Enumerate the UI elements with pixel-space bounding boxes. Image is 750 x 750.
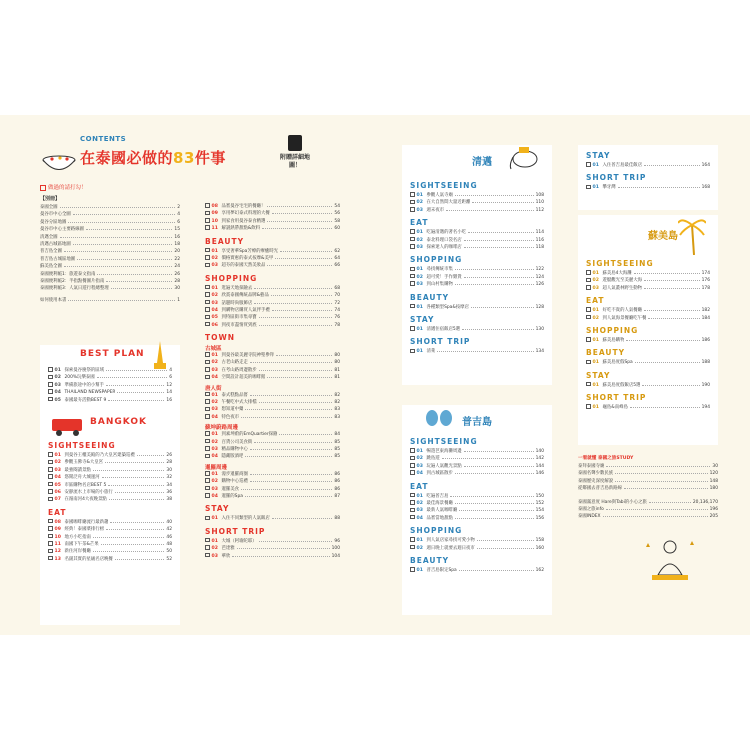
checkbox[interactable] <box>48 397 53 402</box>
list-item[interactable]: 03 探索迷人的咖啡店 118 <box>410 244 544 251</box>
section-title: BEAUTY <box>410 555 450 565</box>
section-title: SHORT TRIP <box>586 393 647 403</box>
checkbox[interactable] <box>410 237 415 242</box>
samui-title: 蘇美島 <box>648 231 678 242</box>
checkbox[interactable] <box>205 352 210 357</box>
checkbox[interactable] <box>205 225 210 230</box>
section-title: SHOPPING <box>410 255 463 265</box>
list-item[interactable]: 09 享用夢幻泰式料理的大餐 56 <box>205 210 340 217</box>
list-item[interactable]: 08 品嘗曼谷宅宅的餐廳！ 54 <box>205 203 340 210</box>
checkbox[interactable] <box>205 538 210 543</box>
list-item[interactable]: 01 吃遍普吉島 150 <box>410 493 544 500</box>
checkbox[interactable] <box>586 404 591 409</box>
checkbox[interactable] <box>410 500 415 505</box>
list-item[interactable]: 03 在考山路周邊散步 81 <box>205 367 340 374</box>
list-item[interactable]: 01 泰式糕點品嘗 82 <box>205 392 340 399</box>
checkbox[interactable] <box>205 300 210 305</box>
list-item[interactable]: 06 安靜流水上市場的小旅行 36 <box>48 489 172 496</box>
list-item[interactable]: 10 到家食用曼谷泰食精選 58 <box>205 218 340 225</box>
list-item[interactable]: 01 清萊 134 <box>410 348 544 355</box>
checkbox[interactable] <box>48 497 53 502</box>
checkbox[interactable] <box>48 526 53 531</box>
list-item[interactable]: 泰國之旅info 196 <box>578 506 718 512</box>
section-title: BEAUTY <box>410 292 450 302</box>
list-item[interactable]: 曼谷市中心主要路線圖 15 <box>40 227 180 233</box>
list-item[interactable]: 02 百貨公司美食街 85 <box>205 439 340 446</box>
section-title: EAT <box>410 481 429 491</box>
howto-row[interactable]: 如何使用本書 1 <box>40 297 180 303</box>
list-item[interactable]: 從鄰國去普吉島新路線 180 <box>578 486 718 492</box>
list-item[interactable]: 05 泰國最夯活動BEST 9 16 <box>48 397 172 404</box>
checkbox[interactable] <box>410 281 415 286</box>
checkbox[interactable] <box>586 270 591 275</box>
list-item[interactable]: 11 南國下午茶&芒果 48 <box>48 541 172 548</box>
checkbox[interactable] <box>586 315 591 320</box>
checkbox[interactable] <box>48 367 53 372</box>
section-title: TOWN <box>205 333 236 343</box>
checkbox[interactable] <box>410 207 415 212</box>
checkbox[interactable] <box>48 382 53 387</box>
checkbox[interactable] <box>205 315 210 320</box>
list-item[interactable]: 03 最強閱讀景點 30 <box>48 467 172 474</box>
section-title: STAY <box>410 314 435 324</box>
list-item[interactable]: 01 暢遊芭東海灘周邊 140 <box>410 448 544 455</box>
list-item[interactable]: 03 華欣 104 <box>205 553 340 560</box>
list-item[interactable]: 普吉島全圖 20 <box>40 249 180 255</box>
bangkok-banner <box>50 413 170 433</box>
list-item[interactable]: 03 最新人氣咖啡廳 154 <box>410 507 544 514</box>
elephant-icon <box>507 145 541 175</box>
appendix-list: 【別冊】 泰國全圖 2 曼谷市中心全圖 4 曼谷分區地圖 6 曼谷市中心主要路線圖 15 清邁全圖 16 清邁古城區地圖 18 普吉島全圖 20 普吉島古城區地圖 22 蘇美島全圖 24 泰國便利帳1：旅遊泰文指南 26 泰國便利帳2：半指點餐圖片指南 28 泰國便利帳3：人氣日遊行程總整理 30 如何使用本書 1 <box>40 196 180 303</box>
section-title: SHOPPING <box>410 526 463 536</box>
list-item[interactable]: 04 品嘗當地甜點 156 <box>410 515 544 522</box>
list-item[interactable]: 普吉島古城區地圖 22 <box>40 256 180 262</box>
list-item[interactable]: 01 入住不同類型的人氣飯店 88 <box>205 515 340 522</box>
checkbox[interactable] <box>205 414 210 419</box>
checkbox[interactable] <box>586 360 591 365</box>
list-item[interactable]: 泰國INDEX 205 <box>578 514 718 520</box>
checkbox[interactable] <box>410 267 415 272</box>
list-item[interactable]: 01 到人氣店家尋找可愛小物 158 <box>410 537 544 544</box>
checkbox[interactable] <box>48 541 53 546</box>
book-spread <box>0 115 750 635</box>
list-item[interactable]: 01 各種類型Spa&按摩店 128 <box>410 304 544 311</box>
checkbox[interactable] <box>48 534 53 539</box>
list-item[interactable]: 泰國便利帳1：旅遊泰文指南 26 <box>40 271 180 277</box>
list-item[interactable]: 03 話題時尚服飾店 72 <box>205 300 340 307</box>
list-item[interactable]: 02 泰北料理口袋名店 116 <box>410 237 544 244</box>
checkbox[interactable] <box>205 516 210 521</box>
list-item[interactable]: 03 超人氣叢林野生動物 178 <box>586 285 710 292</box>
checkbox[interactable] <box>48 389 53 394</box>
list-item[interactable]: 02 在大自然間大量近距離 110 <box>410 199 544 206</box>
list-item[interactable]: 01 逛遍天地探險去 68 <box>205 285 340 292</box>
bowl-icon <box>40 153 78 179</box>
checkbox[interactable] <box>205 211 210 216</box>
checkbox[interactable] <box>48 375 53 380</box>
list-item[interactable]: 04 THAILAND NEWSPAPER 14 <box>48 389 172 396</box>
checkbox[interactable] <box>205 203 210 208</box>
buddha-illustration <box>640 535 700 589</box>
section-title: STAY <box>205 504 230 514</box>
section-title: SIGHTSEEING <box>48 441 116 450</box>
list-item[interactable]: 01 享受奢華Spa芳療的療癒時光 62 <box>205 248 340 255</box>
phuket-panel <box>402 405 552 615</box>
checkbox[interactable] <box>48 519 53 524</box>
checkbox[interactable] <box>48 489 53 494</box>
list-item[interactable]: 05 到特區街市集尋寶 76 <box>205 314 340 321</box>
checkbox[interactable] <box>410 326 415 331</box>
checkbox[interactable] <box>48 460 53 465</box>
list-item[interactable]: 03 準備旅途中的小幫手 12 <box>48 382 172 389</box>
checkbox[interactable] <box>410 470 415 475</box>
checkbox[interactable] <box>205 439 210 444</box>
list-item[interactable]: 04 到購物店購買人氣伴手禮 74 <box>205 307 340 314</box>
chiangmai-title: 清邁 <box>472 157 492 168</box>
list-item[interactable]: 01 普吉島限定Spa 162 <box>410 567 544 574</box>
list-item[interactable]: 03 玩遍人氣觀光景點 144 <box>410 463 544 470</box>
section-title: EAT <box>48 507 67 517</box>
list-item[interactable]: 05 市區購物名店BEST 5 34 <box>48 482 172 489</box>
checkbox[interactable] <box>48 482 53 487</box>
list-item[interactable]: 03 想知道中藥 83 <box>205 406 340 413</box>
checkbox[interactable] <box>205 292 210 297</box>
checkbox[interactable] <box>410 463 415 468</box>
checkbox[interactable] <box>48 549 53 554</box>
list-item[interactable]: 01 到曼谷王權美殿的乃大皇宮建築巡禮 26 <box>48 452 172 459</box>
phuket-continued <box>578 145 718 210</box>
list-item[interactable]: 07 在湄南河4大夜晚景點 38 <box>48 496 172 503</box>
list-item[interactable]: 02 遊艇觀光至美麗大海 176 <box>586 277 710 284</box>
checkbox[interactable] <box>410 349 415 354</box>
bangkok-continued <box>205 203 340 560</box>
list-item[interactable]: 04 到古城區散步 146 <box>410 470 544 477</box>
map-book-icon <box>288 135 302 151</box>
chiangmai-panel <box>402 145 552 385</box>
list-item[interactable]: 泰國便利帳3：人氣日遊行程總整理 30 <box>40 286 180 292</box>
checkbox[interactable] <box>48 556 53 561</box>
list-item[interactable]: 04 隱藏版酒吧 85 <box>205 453 340 460</box>
checkbox[interactable] <box>205 493 210 498</box>
checkbox[interactable] <box>205 486 210 491</box>
list-item[interactable]: 09 經典！泰國菜排行榜 42 <box>48 526 172 533</box>
list-item[interactable]: 08 泰國咖啡廳流行最新趨 40 <box>48 519 172 526</box>
sub-section-title: 蘇坤蔚路周邊 <box>205 425 239 432</box>
list-item[interactable]: 01 蘇美島度假飯店5選 190 <box>586 382 710 389</box>
checkbox[interactable] <box>205 446 210 451</box>
checkbox[interactable] <box>586 185 591 190</box>
bangkok-title: BANGKOK <box>90 417 147 427</box>
checkbox[interactable] <box>205 553 210 558</box>
contents-header <box>40 135 226 190</box>
checkbox[interactable] <box>205 392 210 397</box>
list-item[interactable]: 02 古老山路走走 80 <box>205 359 340 366</box>
list-item[interactable]: 01 攀牙灣 168 <box>586 184 710 191</box>
list-item[interactable]: 清邁全圖 16 <box>40 234 180 240</box>
list-item[interactable]: 11 解謎熱帶甜點&飲料 60 <box>205 225 340 232</box>
checkbox[interactable] <box>410 192 415 197</box>
list-item[interactable]: 01 蘇美島度假Spa 188 <box>586 359 710 366</box>
list-item[interactable]: 01 好吃不貴的人氣餐廳 182 <box>586 307 710 314</box>
list-item[interactable]: 01 蘇美島購物 186 <box>586 337 710 344</box>
list-item[interactable]: 01 到素坤蔚的EmQuartier探險 84 <box>205 431 340 438</box>
list-item[interactable]: 01 參觀人氣寺廟 108 <box>410 192 544 199</box>
list-item[interactable]: 02 跳島遊 142 <box>410 455 544 462</box>
phuket-title: 普吉島 <box>462 417 492 428</box>
section-title: EAT <box>410 218 429 228</box>
list-item[interactable]: 02 週日晚上就要去週日夜市 160 <box>410 545 544 552</box>
list-item[interactable]: 04 暹羅的Spa 87 <box>205 493 340 500</box>
checkbox[interactable] <box>205 248 210 253</box>
checkbox[interactable] <box>205 431 210 436</box>
list-item[interactable]: 泰國全圖 2 <box>40 205 180 210</box>
section-title: EAT <box>586 296 605 306</box>
section-title: SHOPPING <box>586 325 639 335</box>
list-item[interactable]: 02 到人氣海景餐廳吃午餐 184 <box>586 315 710 322</box>
list-item[interactable]: 01 清邁住宿飯店5選 130 <box>410 326 544 333</box>
checkbox[interactable] <box>586 307 591 312</box>
list-item[interactable]: 02 芭達雅 100 <box>205 545 340 552</box>
checklist-note: 做過的請打勾！ <box>40 183 87 191</box>
list-item[interactable]: 蘇美島全圖 24 <box>40 264 180 270</box>
list-item[interactable]: 02 欣賞泰國傳統品牌&藝品 70 <box>205 292 340 299</box>
list-item[interactable]: 02 午餐吃中式大排檔 82 <box>205 399 340 406</box>
checkbox[interactable] <box>410 304 415 309</box>
checkbox[interactable] <box>205 255 210 260</box>
checkbox[interactable] <box>205 218 210 223</box>
list-item[interactable]: 01 探索曼谷慶祭的區域 4 <box>48 367 172 374</box>
list-item[interactable]: 01 到曼谷最美麗寺院神聖參拜 80 <box>205 352 340 359</box>
list-item[interactable]: 01 吃遍清邁的著名小吃 114 <box>410 229 544 236</box>
list-item[interactable]: 02 購物中心巡禮 86 <box>205 478 340 485</box>
sub-section-title: 唐人街 <box>205 385 222 392</box>
list-item[interactable]: 01 大城（阿瑜陀耶） 96 <box>205 538 340 545</box>
section-title: SHOPPING <box>205 273 258 283</box>
checkbox[interactable] <box>410 456 415 461</box>
checkbox[interactable] <box>205 360 210 365</box>
list-item[interactable]: 泰國便利帳2：半指點餐圖片指南 28 <box>40 278 180 284</box>
checkbox[interactable] <box>205 367 210 372</box>
list-item[interactable]: 03 週末夜市 112 <box>410 207 544 214</box>
section-title: SIGHTSEEING <box>410 437 478 446</box>
list-item[interactable]: 02 價格實惠的泰式按摩&美甲 64 <box>205 255 340 262</box>
checkbox[interactable] <box>205 454 210 459</box>
checkbox[interactable] <box>586 278 591 283</box>
list-item[interactable]: 02 200%玩樂泰國 6 <box>48 374 172 381</box>
list-item[interactable]: 01 漫步暹羅商圈 86 <box>205 471 340 478</box>
checkbox[interactable] <box>48 452 53 457</box>
list-item[interactable]: 03 暹羅美食 86 <box>205 486 340 493</box>
checkbox[interactable] <box>410 537 415 542</box>
best-plan-title: BEST PLAN <box>80 349 145 359</box>
checkbox[interactable] <box>48 467 53 472</box>
checkbox[interactable] <box>410 200 415 205</box>
samui-panel <box>578 215 718 445</box>
checkbox[interactable] <box>410 567 415 572</box>
map-note: 附贈詳細地圖！ <box>275 135 315 170</box>
list-item[interactable]: 02 超可愛！手作雜貨 124 <box>410 274 544 281</box>
section-title: SHORT TRIP <box>410 337 471 347</box>
list-item[interactable]: 03 精品購物中心 85 <box>205 446 340 453</box>
list-item[interactable]: 01 入住普吉島最佳飯店 164 <box>586 162 710 169</box>
list-item[interactable]: 泰國滿意度 Hare與Tabi的小心之旅 20,136,170 <box>578 499 718 505</box>
list-item[interactable]: 泰國名聲少數民族 120 <box>578 471 718 477</box>
section-title: STAY <box>586 151 611 160</box>
list-item[interactable]: 04 特色夜市 83 <box>205 414 340 421</box>
list-item[interactable]: 12 新住河岸餐廳 50 <box>48 548 172 555</box>
checkbox[interactable] <box>205 307 210 312</box>
checkbox[interactable] <box>410 493 415 498</box>
list-item[interactable]: 02 參觀玉佛寺&大皇宮 28 <box>48 459 172 466</box>
checkbox[interactable] <box>205 545 210 550</box>
sandals-icon <box>424 409 454 431</box>
list-item[interactable]: 03 到山村集購物 126 <box>410 281 544 288</box>
list-item[interactable]: 清邁古城區地圖 18 <box>40 241 180 247</box>
list-item[interactable]: 03 超夯的泰國天然美妝品 66 <box>205 262 340 269</box>
checkbox[interactable] <box>586 162 591 167</box>
section-title: BEAUTY <box>205 236 245 246</box>
list-item[interactable]: 04 悠閒泛舟大城運河 32 <box>48 474 172 481</box>
checkbox[interactable] <box>205 375 210 380</box>
checkbox[interactable] <box>205 478 210 483</box>
list-item[interactable]: 01 尋找傳統市集 122 <box>410 266 544 273</box>
checkbox[interactable] <box>410 508 415 513</box>
sub-section-title: 暹羅周邊 <box>205 464 228 471</box>
checkbox[interactable] <box>410 229 415 234</box>
palm-tree-icon <box>678 215 706 259</box>
checkbox[interactable] <box>410 515 415 520</box>
contents-label: CONTENTS <box>80 135 127 143</box>
list-item[interactable]: 13 名副其實的星級名店晚餐 52 <box>48 556 172 563</box>
list-item[interactable]: 01 龜島&南峰島 194 <box>586 404 710 411</box>
checkbox[interactable] <box>205 399 210 404</box>
list-item[interactable]: 02 最佳海景餐廳 152 <box>410 500 544 507</box>
list-item[interactable]: 04 空間設計超美的咖啡館 81 <box>205 374 340 381</box>
checkbox[interactable] <box>410 448 415 453</box>
checkbox[interactable] <box>586 285 591 290</box>
section-title: SHORT TRIP <box>205 526 266 536</box>
list-item[interactable]: 曼谷市中心全圖 4 <box>40 212 180 218</box>
list-item[interactable]: 泰國歷史深度解說 148 <box>578 478 718 484</box>
list-item[interactable]: 曼谷分區地圖 6 <box>40 219 180 225</box>
checkbox[interactable] <box>205 407 210 412</box>
study-section: 一看就懂 泰國之旅STUDY 泰拜泰國寺廟 30 泰國名聲少數民族 120 泰國歷史深度解說 148 從鄰國去普吉島新路線 180 泰國滿意度 Hare與Tabi的小心之旅 20,136,170 泰國之旅info 196 泰國INDEX 205 <box>578 456 718 520</box>
checkbox[interactable] <box>205 322 210 327</box>
list-item[interactable]: 01 蘇美島4大海灘 174 <box>586 270 710 277</box>
checkbox[interactable] <box>205 285 210 290</box>
section-title: SIGHTSEEING <box>410 181 478 190</box>
checkbox[interactable] <box>48 474 53 479</box>
list-item[interactable]: 06 到夜市盡情買到底 78 <box>205 322 340 329</box>
best-plan-panel <box>40 345 180 625</box>
section-title: SHORT TRIP <box>586 173 647 183</box>
sub-section-title: 古城區 <box>205 346 222 353</box>
list-item[interactable]: 10 地方小吃指南 46 <box>48 534 172 541</box>
page-title: 在泰國必做的83件事 <box>80 149 226 167</box>
checkbox[interactable] <box>410 545 415 550</box>
checkbox[interactable] <box>205 471 210 476</box>
checkbox[interactable] <box>205 263 210 268</box>
section-title: SIGHTSEEING <box>586 259 654 268</box>
list-item[interactable]: 泰拜泰國寺廟 30 <box>578 464 718 469</box>
checkbox-icon <box>40 185 46 191</box>
section-title: STAY <box>586 370 611 380</box>
checkbox[interactable] <box>410 274 415 279</box>
section-title: BEAUTY <box>586 348 626 358</box>
checkbox[interactable] <box>410 244 415 249</box>
checkbox[interactable] <box>586 337 591 342</box>
checkbox[interactable] <box>586 382 591 387</box>
